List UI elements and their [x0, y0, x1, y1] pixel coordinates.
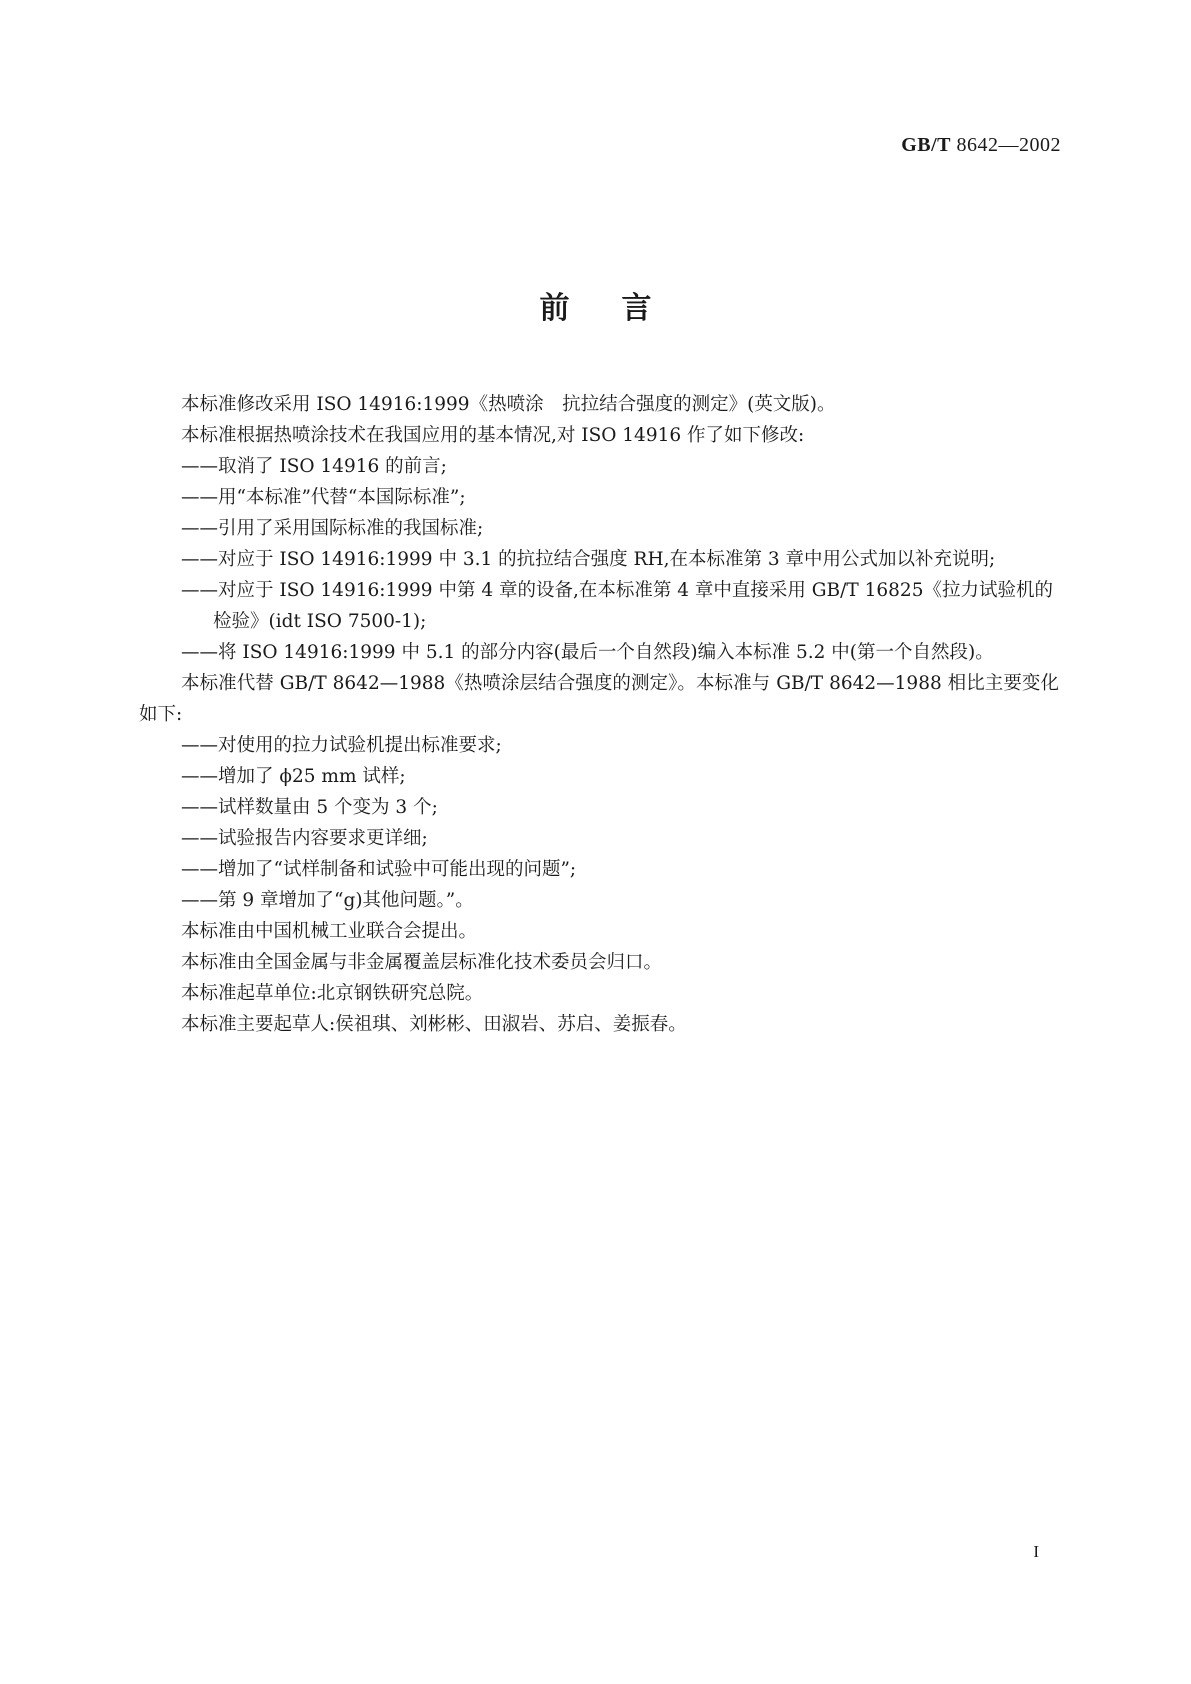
standard-code-prefix: GB/T	[901, 134, 951, 156]
paragraph-adoption: 本标准修改采用 ISO 14916:1999《热喷涂 抗拉结合强度的测定》(英文版)。	[181, 394, 836, 415]
list-item: ——试验报告内容要求更详细;	[181, 828, 428, 849]
page-title: 前言	[539, 291, 704, 326]
paragraph-proposer: 本标准由中国机械工业联合会提出。	[181, 921, 478, 942]
paragraph-modifications-intro: 本标准根据热喷涂技术在我国应用的基本情况,对 ISO 14916 作了如下修改:	[181, 425, 805, 446]
list-item: ——引用了采用国际标准的我国标准;	[181, 518, 484, 539]
page-number: I	[1033, 1542, 1039, 1561]
list-item: ——对应于 ISO 14916:1999 中 3.1 的抗拉结合强度 RH,在本标准第 3 章中用公式加以补充说明;	[181, 549, 996, 570]
standard-code-number: 8642—2002	[951, 134, 1061, 156]
list-item: ——用“本标准”代替“本国际标准”;	[181, 487, 466, 508]
paragraph-replaces: 本标准代替 GB/T 8642—1988《热喷涂层结合强度的测定》。本标准与 GB/T 8642—1988 相比主要变化如下:	[139, 673, 1059, 725]
paragraph-drafting-unit: 本标准起草单位:北京钢铁研究总院。	[181, 983, 484, 1004]
paragraph-drafters: 本标准主要起草人:侯祖琪、刘彬彬、田淑岩、苏启、姜振春。	[181, 1014, 687, 1035]
list-item: ——对使用的拉力试验机提出标准要求;	[181, 735, 502, 756]
paragraph-committee: 本标准由全国金属与非金属覆盖层标准化技术委员会归口。	[181, 952, 663, 973]
list-item: ——增加了 ϕ25 mm 试样;	[181, 766, 406, 787]
foreword-body	[139, 389, 1059, 1040]
list-item: ——对应于 ISO 14916:1999 中第 4 章的设备,在本标准第 4 章中直接采用 GB/T 16825《拉力试验机的检验》(idt ISO 7500-1);	[181, 580, 1053, 632]
standard-code	[901, 134, 1061, 157]
list-item: ——将 ISO 14916:1999 中 5.1 的部分内容(最后一个自然段)编入本标准 5.2 中(第一个自然段)。	[181, 642, 994, 663]
list-item: ——增加了“试样制备和试验中可能出现的问题”;	[181, 859, 577, 880]
list-item: ——取消了 ISO 14916 的前言;	[181, 456, 447, 477]
list-item: ——第 9 章增加了“g)其他问题。”。	[181, 890, 474, 911]
list-item: ——试样数量由 5 个变为 3 个;	[181, 797, 438, 818]
